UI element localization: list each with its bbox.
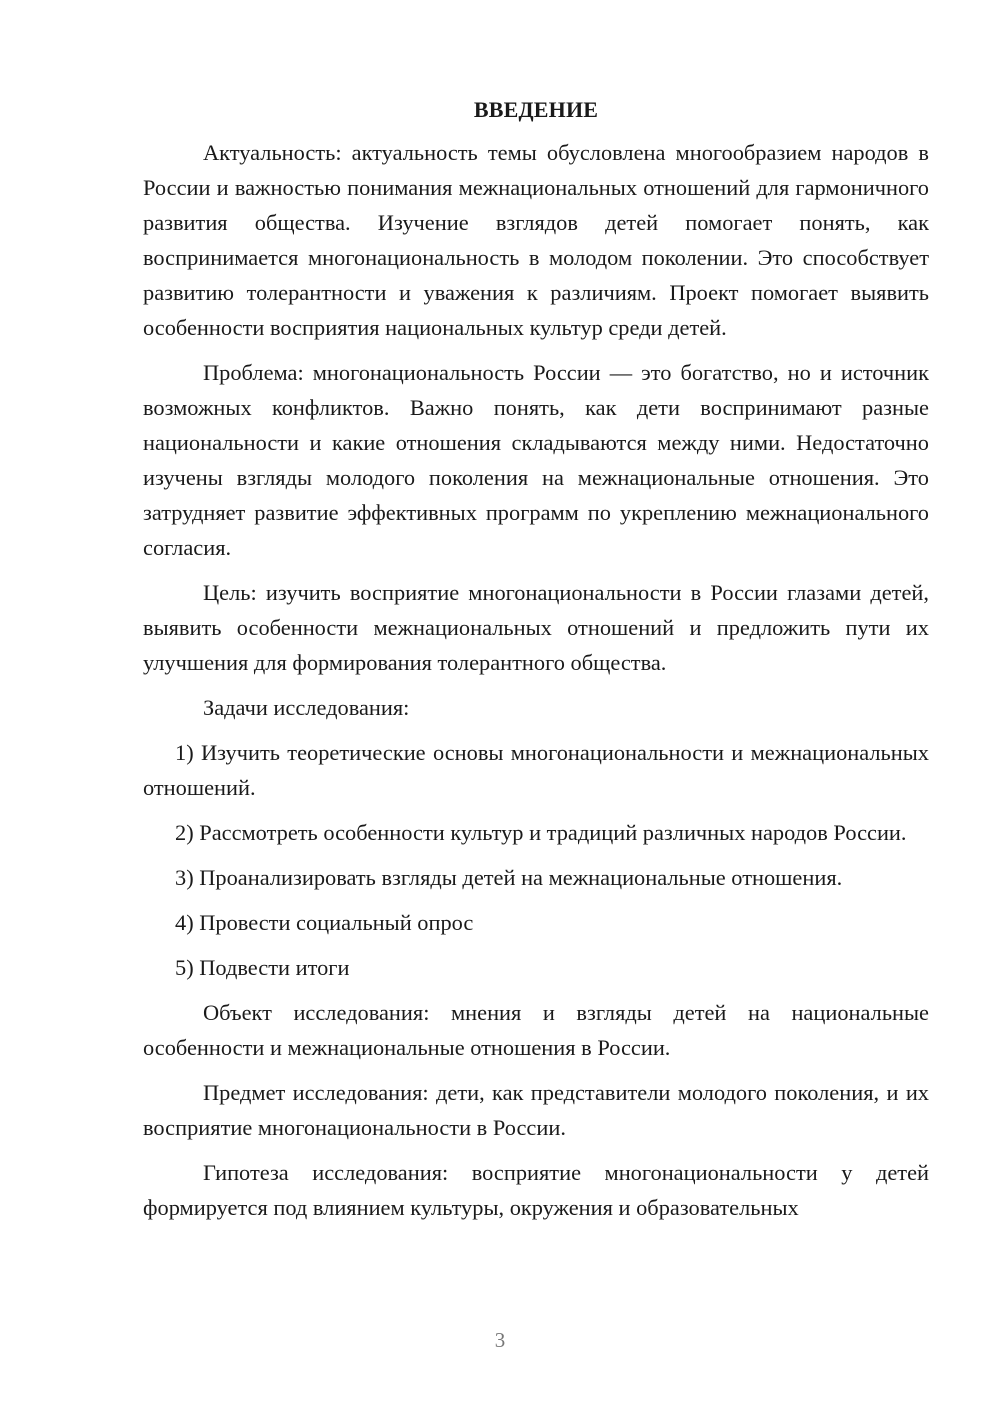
object-paragraph: Объект исследования: мнения и взгляды детей на национальные особенности и межнациональные отношения в России. — [143, 1000, 929, 1060]
tasks-heading: Задачи исследования: — [203, 695, 410, 720]
tasks-list — [143, 735, 929, 985]
page-title: ВВЕДЕНИЕ — [473, 97, 599, 122]
problem-paragraph: Проблема: многонациональность России — это богатство, но и источник возможных конфликтов. Важно понять, как дети воспринимают разные национальности и какие отношения складываются между ними. Недостаточно изучены взгляды молодого поколения на межнациональные отношения. Это затрудняет развитие эффективных программ по укреплению межнационального согласия. — [143, 360, 929, 560]
list-item: 3) Проанализировать взгляды детей на межнациональные отношения. — [175, 865, 843, 890]
list-item: 5) Подвести итоги — [175, 955, 350, 980]
relevance-paragraph: Актуальность: актуальность темы обусловлена многообразием народов в России и важностью понимания межнациональных отношений для гармоничного развития общества. Изучение взглядов детей помогает понять, как воспринимается многонациональность в молодом поколении. Это способствует развитию толерантности и уважения к различиям. Проект помогает выявить особенности восприятия национальных культур среди детей. — [143, 140, 929, 340]
hypothesis-paragraph: Гипотеза исследования: восприятие многонациональности у детей формируется под влиянием культуры, окружения и образовательных — [143, 1160, 929, 1220]
list-item: 4) Провести социальный опрос — [175, 910, 474, 935]
list-item: 1) Изучить теоретические основы многонациональности и межнациональных отношений. — [143, 740, 929, 800]
document-page — [143, 92, 929, 1225]
goal-paragraph: Цель: изучить восприятие многонациональности в России глазами детей, выявить особенности межнациональных отношений и предложить пути их улучшения для формирования толерантного общества. — [143, 580, 929, 675]
page-number: 3 — [494, 1328, 506, 1352]
list-item: 2) Рассмотреть особенности культур и традиций различных народов России. — [175, 820, 907, 845]
subject-paragraph: Предмет исследования: дети, как представители молодого поколения, и их восприятие многонациональности в России. — [143, 1080, 929, 1140]
